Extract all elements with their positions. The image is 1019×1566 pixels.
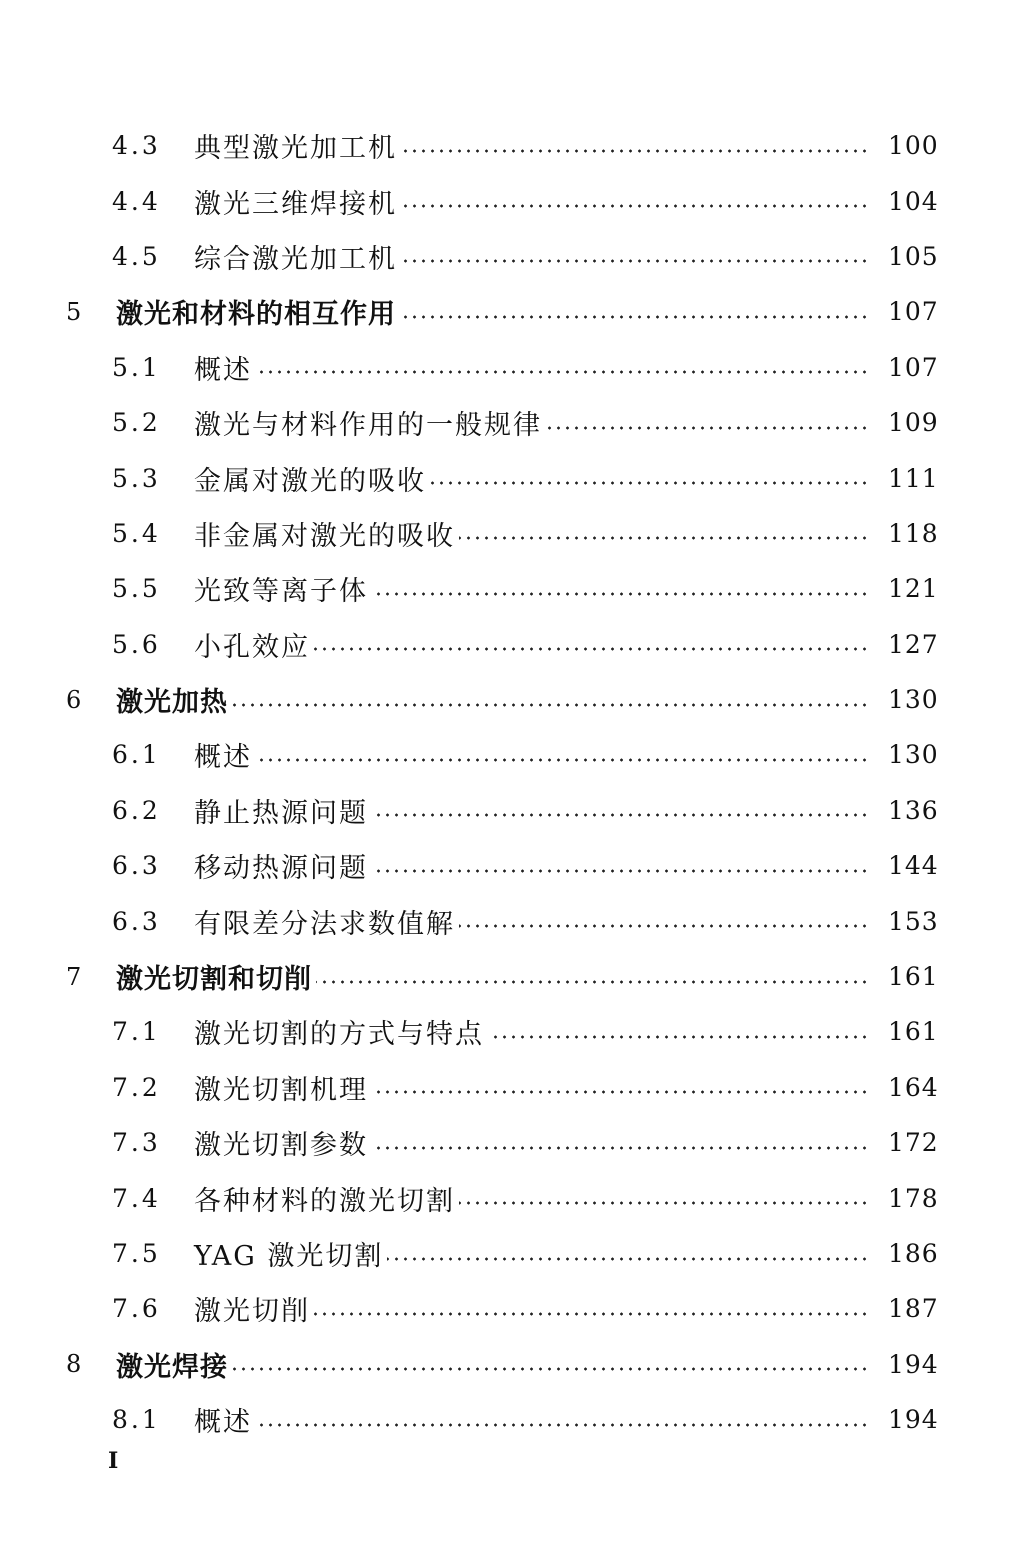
entry-number: 5.2 — [112, 408, 161, 438]
entry-page-number: 153 — [888, 906, 939, 936]
dot-leader — [401, 258, 869, 264]
entry-title: 各种材料的激光切割 — [194, 1185, 455, 1217]
entry-number: 8 — [66, 1350, 85, 1379]
entry-title: 激光切削 — [194, 1296, 310, 1328]
entry-page-number: 111 — [888, 463, 939, 493]
dot-leader — [316, 979, 869, 985]
entry-page-number: 161 — [888, 1017, 939, 1047]
entry-page-number: 118 — [888, 518, 939, 548]
entry-number: 8.1 — [112, 1405, 161, 1435]
entry-page-number: 187 — [888, 1294, 939, 1324]
dot-leader — [401, 148, 869, 154]
entry-title: 静止热源问题 — [194, 797, 368, 829]
entry-number: 7.6 — [112, 1294, 161, 1324]
toc-section-entry[interactable] — [0, 1170, 1019, 1225]
entry-title: 典型激光加工机 — [194, 133, 397, 165]
dot-leader — [314, 646, 869, 652]
toc-section-entry[interactable] — [0, 450, 1019, 505]
entry-number: 6.3 — [112, 906, 161, 936]
toc-chapter-entry[interactable] — [0, 284, 1019, 339]
entry-number: 5.6 — [112, 629, 161, 659]
entry-number: 7.5 — [112, 1239, 161, 1268]
entry-page-number: 105 — [888, 241, 939, 271]
dot-leader — [459, 923, 869, 929]
entry-number: 6.1 — [112, 740, 161, 770]
entry-number: 7.3 — [112, 1128, 161, 1158]
entry-title: 激光三维焊接机 — [194, 188, 397, 220]
entry-number: 7.4 — [112, 1183, 161, 1213]
dot-leader — [372, 1145, 869, 1151]
entry-page-number: 109 — [888, 408, 939, 438]
toc-section-entry[interactable] — [0, 395, 1019, 450]
entry-number: 5.3 — [112, 463, 161, 493]
entry-page-number: 161 — [888, 962, 939, 992]
entry-number: 7.2 — [112, 1072, 161, 1102]
entry-number: 4.3 — [112, 131, 161, 161]
toc-section-entry[interactable] — [0, 173, 1019, 228]
dot-leader — [232, 1366, 869, 1372]
entry-title: 激光切割参数 — [194, 1130, 368, 1162]
dot-leader — [372, 812, 869, 818]
entry-page-number: 130 — [888, 740, 939, 770]
toc-section-entry[interactable] — [0, 340, 1019, 395]
entry-number: 6.3 — [112, 851, 161, 881]
entry-title: 激光切割和切削 — [116, 964, 312, 996]
dot-leader — [546, 425, 869, 431]
entry-page-number: 186 — [888, 1239, 939, 1268]
toc-section-entry[interactable] — [0, 1115, 1019, 1170]
entry-title: 激光切割机理 — [194, 1074, 368, 1106]
entry-number: 7.1 — [112, 1017, 161, 1047]
toc-chapter-entry[interactable] — [0, 1337, 1019, 1392]
entry-page-number: 127 — [888, 629, 939, 659]
entry-page-number: 121 — [888, 574, 939, 604]
entry-title: 移动热源问题 — [194, 853, 368, 885]
entry-page-number: 107 — [888, 352, 939, 382]
dot-leader — [256, 1422, 869, 1428]
toc-section-entry[interactable] — [0, 1226, 1019, 1281]
dot-leader — [372, 868, 869, 874]
toc-section-entry[interactable] — [0, 1060, 1019, 1115]
entry-title: YAG 激光切割 — [194, 1241, 384, 1272]
toc-section-entry[interactable] — [0, 1392, 1019, 1447]
page-marker: I — [108, 1448, 119, 1474]
toc-section-entry[interactable] — [0, 118, 1019, 173]
entry-title: 有限差分法求数值解 — [194, 908, 455, 940]
entry-number: 5.1 — [112, 352, 161, 382]
entry-title: 非金属对激光的吸收 — [194, 520, 455, 552]
entry-number: 5 — [66, 297, 85, 326]
dot-leader — [232, 702, 869, 708]
entry-title: 激光加热 — [116, 687, 228, 719]
entry-page-number: 104 — [888, 186, 939, 216]
toc-section-entry[interactable] — [0, 1004, 1019, 1059]
entry-page-number: 130 — [888, 685, 939, 715]
dot-leader — [256, 757, 869, 763]
table-of-contents — [0, 118, 1019, 1447]
entry-page-number: 178 — [888, 1183, 939, 1213]
toc-section-entry[interactable] — [0, 617, 1019, 672]
entry-title: 激光焊接 — [116, 1351, 228, 1383]
dot-leader — [372, 591, 869, 597]
entry-title: 光致等离子体 — [194, 576, 368, 608]
dot-leader — [430, 480, 869, 486]
entry-number: 5.4 — [112, 518, 161, 548]
entry-number: 7 — [66, 962, 85, 991]
entry-number: 5.5 — [112, 574, 161, 604]
entry-title: 金属对激光的吸收 — [194, 465, 426, 497]
entry-page-number: 107 — [888, 297, 939, 327]
entry-page-number: 100 — [888, 131, 939, 161]
entry-page-number: 172 — [888, 1128, 939, 1158]
toc-section-entry[interactable] — [0, 783, 1019, 838]
dot-leader — [401, 203, 869, 209]
toc-section-entry[interactable] — [0, 727, 1019, 782]
dot-leader — [459, 1200, 869, 1206]
dot-leader — [314, 1311, 869, 1317]
entry-title: 综合激光加工机 — [194, 243, 397, 275]
dot-leader — [459, 535, 869, 541]
entry-title: 概述 — [194, 354, 252, 386]
entry-title: 激光切割的方式与特点 — [194, 1019, 484, 1051]
toc-chapter-entry[interactable] — [0, 672, 1019, 727]
toc-section-entry[interactable] — [0, 838, 1019, 893]
entry-page-number: 144 — [888, 851, 939, 881]
entry-number: 6 — [66, 685, 85, 714]
toc-chapter-entry[interactable] — [0, 949, 1019, 1004]
entry-number: 6.2 — [112, 795, 161, 825]
entry-page-number: 136 — [888, 795, 939, 825]
entry-number: 4.5 — [112, 241, 161, 271]
dot-leader — [488, 1034, 869, 1040]
entry-page-number: 164 — [888, 1072, 939, 1102]
toc-section-entry[interactable] — [0, 506, 1019, 561]
toc-section-entry[interactable] — [0, 229, 1019, 284]
entry-number: 4.4 — [112, 186, 161, 216]
entry-page-number: 194 — [888, 1405, 939, 1435]
entry-title: 概述 — [194, 1407, 252, 1439]
toc-section-entry[interactable] — [0, 1281, 1019, 1336]
dot-leader — [400, 314, 869, 320]
entry-title: 激光与材料作用的一般规律 — [194, 410, 542, 442]
entry-title: 小孔效应 — [194, 631, 310, 663]
dot-leader — [387, 1256, 869, 1262]
entry-title: 激光和材料的相互作用 — [116, 299, 396, 331]
toc-section-entry[interactable] — [0, 561, 1019, 616]
toc-section-entry[interactable] — [0, 893, 1019, 948]
dot-leader — [372, 1089, 869, 1095]
dot-leader — [256, 369, 869, 375]
entry-page-number: 194 — [888, 1349, 939, 1379]
entry-title: 概述 — [194, 742, 252, 774]
